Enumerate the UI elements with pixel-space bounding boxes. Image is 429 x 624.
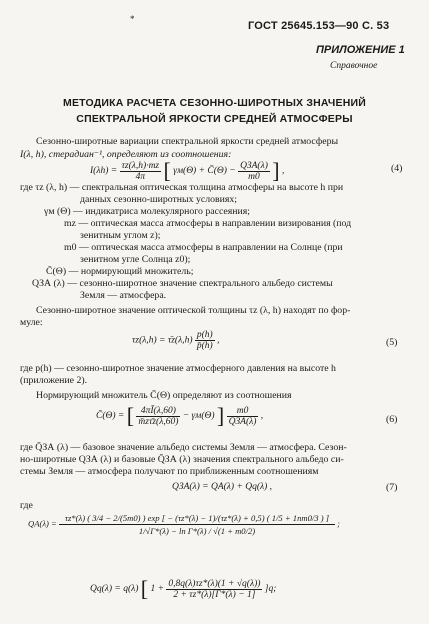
equation-qq: Qq(λ) = q(λ) [ 1 + $\frac{0,8q(\lambda)\tau z*(\lambda)(1 + √q(\lambda))}{2 + \tau z*(\lambda)[\Gamma*(\lambda) - 1]}$ ]q;	[90, 576, 277, 601]
eq6-denominator2: Q̄ЗА(λ)	[228, 416, 257, 427]
definition-line: QЗА (λ) — сезонно-широтное значение спектрального альбедо системы	[32, 278, 333, 289]
definition-line: зенитным углом z);	[80, 230, 161, 241]
eq-qq-denominator: 2 + τz*(λ)[Γ*(λ) − 1]	[173, 589, 256, 600]
eq4-tail: ,	[281, 166, 285, 177]
eq-qa-denominator: 1/√Γ*(λ) − ln Γ*(λ) / √(1 + m0/2)	[138, 526, 256, 536]
definition-line: mz — оптическая масса атмосферы в направлении визирования (под	[64, 218, 352, 229]
eq5-fraction	[195, 330, 215, 351]
appendix-note: Справочное	[330, 61, 378, 71]
document-title-line1: МЕТОДИКА РАСЧЕТА СЕЗОННО-ШИРОТНЫХ ЗНАЧЕНИЙ	[63, 97, 366, 109]
equation-4: I(λh) = $\frac{\tau z(\lambda,h)\cdot mz}{4\pi}$ [ γм(Θ) + C̄(Θ) − $\frac{\text{QЗА(λ)}}{m0}$ ] ,	[90, 158, 285, 183]
paragraph-line: I(λ, h), стерадиан⁻¹, определяют из соотношения:	[20, 149, 232, 160]
eq4-middle: γм(Θ) + C̄(Θ) −	[173, 166, 239, 177]
definition-line: γм (Θ) — индикатриса молекулярного рассеяния;	[44, 206, 250, 217]
eq6-middle: − γм(Θ)	[182, 411, 217, 422]
definition-line: где τz (λ, h) — спектральная оптическая толщина атмосферы на высоте h при	[20, 182, 344, 193]
eq4-fraction2	[238, 161, 270, 182]
page-header: ГОСТ 25645.153—90 С. 53	[248, 20, 390, 32]
paragraph-line: Сезонно-широтное значение оптической толщины τz (λ, h) находят по фор-	[36, 305, 351, 316]
eq-qa-lhs: QA(λ) =	[28, 518, 59, 529]
eq-qa-numerator: τz*(λ) ( 3/4 − 2/(5m0) ) exp [ − (τz*(λ) − 1)/(τz*(λ) + 0,5) ( 1/5 + 1nm0/3 ) ]	[59, 512, 335, 525]
eq5-denominator: p̄(h)	[196, 341, 213, 351]
equation-number-6: (6)	[386, 414, 398, 425]
eq6-numerator: 4πĪ(λ,60)	[136, 406, 180, 417]
eq6-numerator2: m0	[227, 406, 259, 417]
definition-line: C̄(Θ) — нормирующий множитель;	[46, 266, 194, 277]
eq6-denominator: m̄zτ̄z(λ,60)	[138, 416, 179, 427]
eq-qq-pre: 1 +	[150, 584, 167, 595]
eq4-fraction	[120, 161, 162, 182]
equation-number-5: (5)	[386, 337, 398, 348]
equation-number-7: (7)	[386, 482, 398, 493]
definition-line: но-широтные QЗА (λ) и базовые Q̄ЗА (λ) значения спектрального альбедо си-	[20, 454, 344, 465]
eq-qq-lhs: Qq(λ) = q(λ)	[90, 584, 141, 595]
eq6-lhs: C̄(Θ) =	[96, 411, 127, 422]
definition-line: где	[20, 500, 33, 511]
eq-qq-fraction	[166, 579, 262, 600]
eq4-numerator: τz(λ,h)·mz	[121, 160, 160, 171]
document-title-line2: СПЕКТРАЛЬНОЙ ЯРКОСТИ СРЕДНЕЙ АТМОСФЕРЫ	[76, 113, 353, 125]
equation-qa	[28, 512, 340, 537]
definition-line: зенитном угле Солнца z0);	[80, 254, 191, 265]
eq4-denominator: 4π	[135, 171, 146, 182]
eq5-tail: ,	[217, 335, 220, 346]
eq-qa-tail: ;	[337, 518, 341, 529]
paragraph-line: муле:	[20, 317, 43, 328]
definition-line: (приложение 2).	[20, 375, 88, 386]
paragraph-line: Сезонно-широтные вариации спектральной яркости средней атмосферы	[36, 136, 339, 147]
definition-line: данных сезонно-широтных условиях;	[80, 194, 237, 205]
definition-line: где p(h) — сезонно-широтное значение атмосферного давления на высоте h	[20, 363, 336, 374]
eq4-numerator2: QЗА(λ)	[240, 160, 268, 171]
definition-line: m0 — оптическая масса атмосферы в направлении на Солнце (при	[64, 242, 343, 253]
eq-qq-tail: ]q;	[264, 584, 277, 595]
equation-5	[132, 330, 219, 351]
eq6-fraction	[136, 406, 180, 427]
definition-line: стемы Земля — атмосфера получают по приближенным соотношениям	[20, 466, 319, 477]
appendix-title: ПРИЛОЖЕНИЕ 1	[316, 44, 405, 56]
eq5-lhs: τz(λ,h) = τ̄z(λ,h)	[132, 335, 195, 346]
eq4-lhs: I(λh) =	[90, 166, 120, 177]
eq4-denominator2: m0	[248, 171, 260, 182]
paragraph-line: Нормирующий множитель C̄(Θ) определяют из соотношения	[36, 390, 292, 401]
definition-line: где Q̄ЗА (λ) — базовое значение альбедо системы Земля — атмосфера. Сезон-	[20, 442, 347, 453]
eq6-tail: ,	[260, 411, 264, 422]
eq6-fraction2	[227, 406, 259, 427]
equation-7: QЗА(λ) = QA(λ) + Qq(λ) ,	[172, 482, 273, 492]
eq-qa-fraction	[59, 512, 335, 537]
equation-6: C̄(Θ) = [ $\frac{4\pi Ī(\lambda,60)}{m̄z\taūz(\lambda,60)}$ − γм(Θ) ] $\frac{m0}{Q̄ЗА(\lambda)}$ ,	[96, 403, 264, 428]
eq5-numerator: p(h)	[196, 330, 213, 340]
definition-line: Земля — атмосфера.	[80, 290, 167, 301]
eq-qq-numerator: 0,8q(λ)τz*(λ)(1 + √q(λ))	[168, 578, 261, 589]
equation-number-4: (4)	[391, 163, 403, 174]
header-mark: *	[130, 14, 135, 24]
